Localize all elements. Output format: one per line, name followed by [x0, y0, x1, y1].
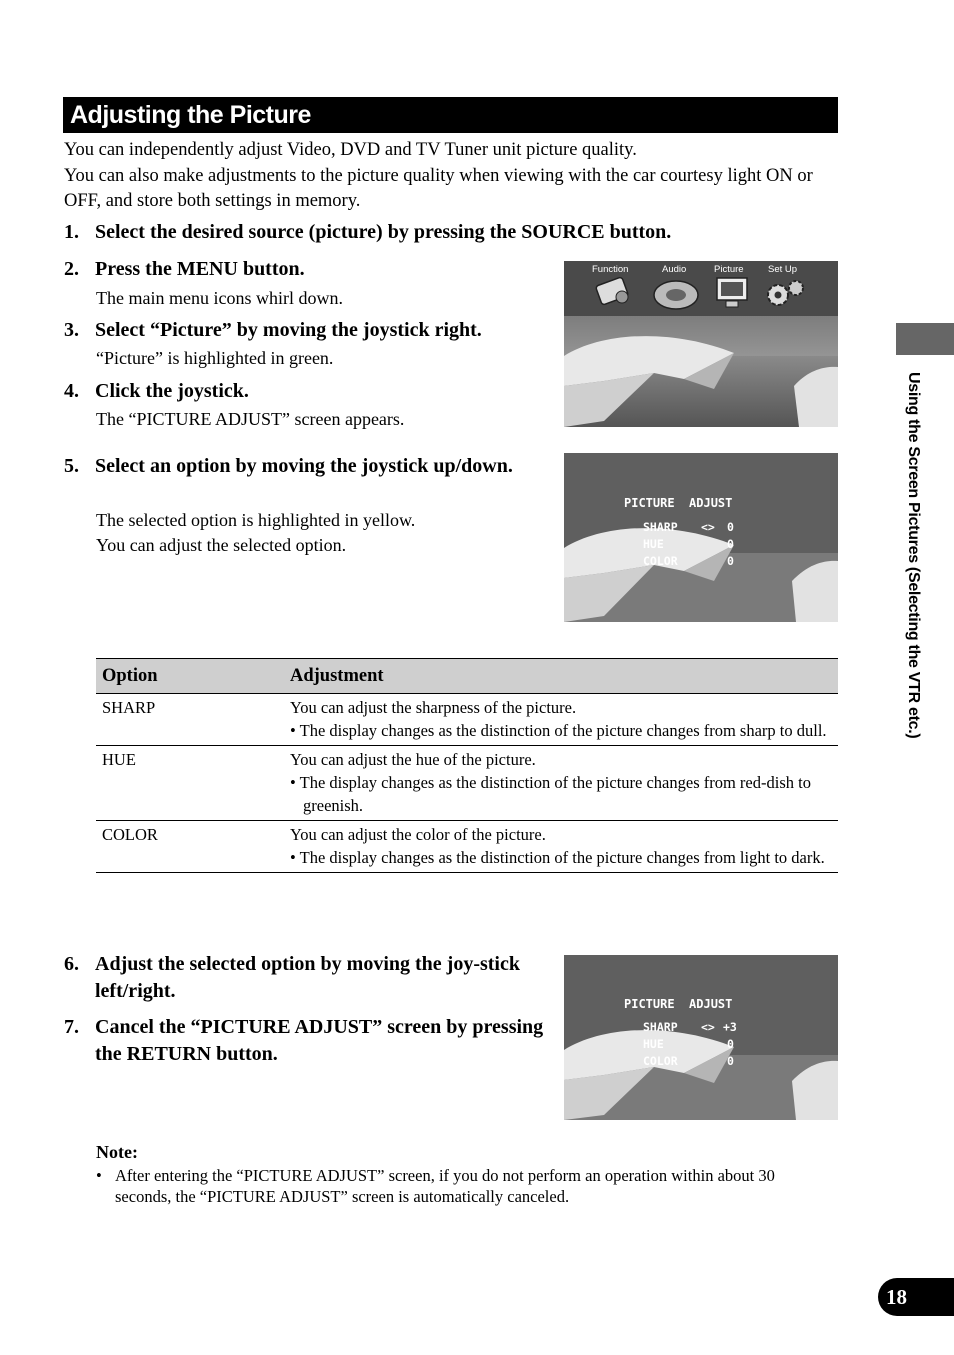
- step-number: 5.: [64, 455, 79, 477]
- adjustment-cell: [284, 821, 838, 873]
- step-number: 7.: [64, 1016, 79, 1038]
- adjustment-desc: You can adjust the color of the picture.: [290, 825, 546, 844]
- arrow-icon: <>: [701, 1020, 715, 1034]
- option-value: 0: [727, 537, 734, 551]
- step-number: 4.: [64, 380, 79, 402]
- step-5-desc: The selected option is highlighted in yellow.: [96, 510, 416, 530]
- step-5-desc-2: You can adjust the selected option.: [96, 535, 347, 555]
- picture-adjust-title: PICTURE ADJUST: [624, 997, 733, 1011]
- step-5: [64, 453, 514, 480]
- menu-item-picture[interactable]: Picture: [714, 264, 744, 275]
- option-sharp[interactable]: [643, 1019, 737, 1036]
- step-3: [64, 317, 554, 344]
- step-2-desc: The main menu icons whirl down.: [96, 288, 343, 308]
- arrow-icon: <>: [701, 520, 715, 534]
- option-label: SHARP: [643, 1020, 678, 1034]
- option-cell: SHARP: [96, 694, 284, 746]
- page-number: 18: [878, 1278, 954, 1316]
- adjustment-cell: [284, 746, 838, 821]
- option-value: +3: [723, 1020, 737, 1034]
- picture-adjust-title: PICTURE ADJUST: [624, 496, 733, 510]
- setup-icon: [768, 281, 803, 305]
- step-4: [64, 378, 544, 405]
- option-sharp[interactable]: [643, 519, 734, 536]
- step-3-desc: “Picture” is highlighted in green.: [96, 348, 334, 368]
- intro-paragraph: You can independently adjust Video, DVD and TV Tuner unit picture quality.: [64, 140, 637, 160]
- step-number: 1.: [64, 221, 79, 243]
- section-title: Adjusting the Picture: [63, 97, 838, 133]
- bullet-text: The display changes as the distinction of the picture changes from red-dish to greenish.: [299, 773, 811, 815]
- option-hue[interactable]: [643, 1036, 737, 1053]
- step-title: Cancel the “PICTURE ADJUST” screen by pressing the RETURN button.: [95, 1016, 544, 1065]
- adjustment-cell: [284, 694, 838, 746]
- adjust-options: [643, 519, 734, 570]
- picture-adjust-screenshot: [564, 453, 838, 622]
- adjustment-desc: You can adjust the sharpness of the picture.: [290, 698, 577, 717]
- adjustment-bullet: • The display changes as the distinction of the picture changes from sharp to dull.: [290, 721, 827, 740]
- step-title: Press the MENU button.: [95, 258, 305, 280]
- option-label: HUE: [643, 1037, 664, 1051]
- column-header-option: Option: [96, 659, 284, 694]
- bullet-text: The display changes as the distinction of the picture changes from sharp to dull.: [299, 721, 827, 740]
- step-7: [64, 1014, 544, 1068]
- step-number: 3.: [64, 319, 79, 341]
- option-label: COLOR: [643, 1054, 678, 1068]
- sidebar-label: [896, 372, 926, 852]
- step-number: 6.: [64, 953, 79, 975]
- adjustment-bullet: • The display changes as the distinction of the picture changes from red-dish to greenish.: [290, 773, 811, 815]
- option-label: SHARP: [643, 520, 678, 534]
- option-color[interactable]: [643, 553, 734, 570]
- step-4-desc: The “PICTURE ADJUST” screen appears.: [96, 409, 405, 429]
- options-table: [96, 658, 838, 873]
- option-color[interactable]: [643, 1053, 737, 1070]
- function-icon: [595, 277, 628, 305]
- audio-icon: [654, 281, 698, 309]
- step-title: Select “Picture” by moving the joystick right.: [95, 319, 482, 341]
- option-hue[interactable]: [643, 536, 734, 553]
- step-2: [64, 256, 544, 283]
- adjustment-bullet: • The display changes as the distinction of the picture changes from light to dark.: [290, 848, 825, 867]
- note-heading: Note:: [96, 1142, 138, 1162]
- option-label: COLOR: [643, 554, 678, 568]
- side-tab-marker: [896, 323, 954, 355]
- sidebar-label-text: Using the Screen Pictures (Selecting the VTR etc.): [905, 372, 922, 739]
- bullet-text: The display changes as the distinction of the picture changes from light to dark.: [299, 848, 825, 867]
- menu-item-audio[interactable]: Audio: [662, 264, 687, 275]
- picture-adjust-screenshot-2: [564, 955, 838, 1120]
- table-header-row: [96, 659, 838, 694]
- option-value: 0: [727, 520, 734, 534]
- step-title: Select an option by moving the joystick up/down.: [95, 455, 513, 477]
- intro-paragraph: You can also make adjustments to the picture quality when viewing with the car courtesy light ON or OFF, and store both settings in memory.: [64, 165, 813, 211]
- bullet-icon: •: [96, 1166, 102, 1185]
- option-value: 0: [727, 1037, 734, 1051]
- adjustment-desc: You can adjust the hue of the picture.: [290, 750, 536, 769]
- menu-screenshot: [564, 261, 838, 427]
- step-number: 2.: [64, 258, 79, 280]
- option-value: 0: [727, 554, 734, 568]
- step-title: Click the joystick.: [95, 380, 249, 402]
- option-cell: HUE: [96, 746, 284, 821]
- option-value: 0: [727, 1054, 734, 1068]
- intro-text: [64, 138, 844, 215]
- step-6: [64, 951, 544, 1005]
- menu-item-function[interactable]: Function: [592, 264, 629, 275]
- picture-icon: [717, 278, 747, 307]
- option-cell: COLOR: [96, 821, 284, 873]
- main-menu-bar: [564, 261, 838, 316]
- table-row: [96, 746, 838, 821]
- menu-item-setup[interactable]: Set Up: [768, 264, 798, 275]
- column-header-adjustment: Adjustment: [284, 659, 838, 694]
- table-row: [96, 694, 838, 746]
- step-1: [64, 219, 844, 246]
- note-body: [96, 1165, 796, 1207]
- note-text: After entering the “PICTURE ADJUST” screen, if you do not perform an operation within about 30 seconds, the “PICTURE ADJUST” screen is automatically canceled.: [115, 1166, 775, 1206]
- table-row: [96, 821, 838, 873]
- option-label: HUE: [643, 537, 664, 551]
- step-title: Adjust the selected option by moving the joy-stick left/right.: [95, 953, 520, 1002]
- step-title: Select the desired source (picture) by pressing the SOURCE button.: [95, 221, 672, 243]
- adjust-options: [643, 1019, 737, 1070]
